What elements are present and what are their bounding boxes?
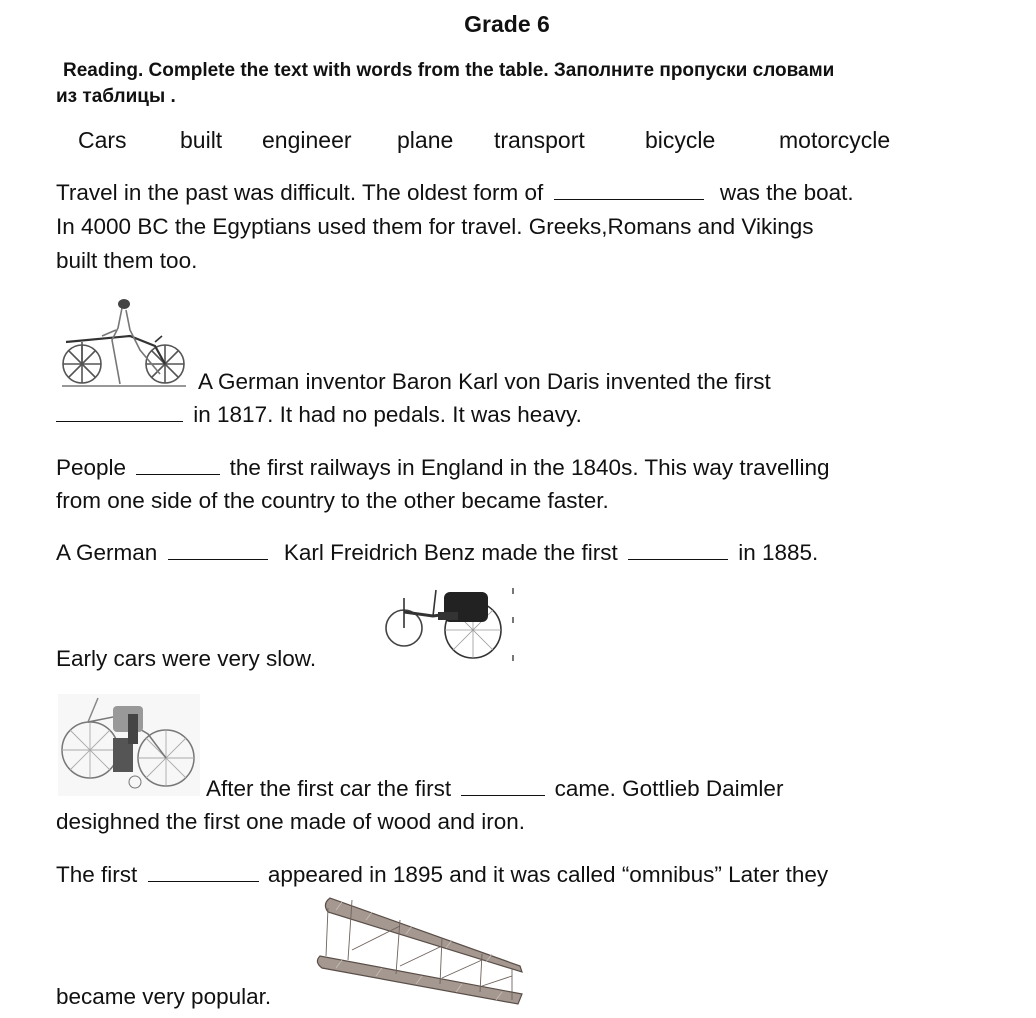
answer-blank[interactable] [136,457,220,475]
instructions-line-1: Reading. Complete the text with words from the table. Заполните пропуски словами [63,60,835,81]
paragraph-line [56,398,582,432]
text: Travel in the past was difficult. The oldest form of [56,180,544,205]
word-bank-item: plane [397,127,454,153]
answer-blank[interactable] [461,778,545,796]
answer-blank[interactable] [628,542,728,560]
paragraph-line: desighned the first one made of wood and iron. [56,809,526,834]
text: was the boat. [719,180,854,205]
paragraph-line: In 4000 BC the Egyptians used them for travel. Greeks,Romans and Vikings [56,214,814,239]
word-bank-item: bicycle [645,127,716,153]
word-bank-item: transport [494,127,585,153]
plane-image [312,890,528,1006]
paragraph-early-cars: Early cars were very slow. [56,646,317,671]
paragraph-line [56,451,829,485]
answer-blank[interactable] [168,542,268,560]
text: the first railways in England in the 1840s. This way travelling [229,455,830,480]
text: appeared in 1895 and it was called “omnibus” Later they [267,862,829,887]
motorcycle-image [58,694,200,796]
word-bank-item: built [180,127,223,153]
paragraph-line [56,176,854,210]
text: came. Gottlieb Daimler [554,776,784,801]
page-title: Grade 6 [464,11,550,37]
paragraph-line [56,858,828,892]
paragraph-line: from one side of the country to the other became faster. [56,488,609,513]
artifact-mark [512,617,514,623]
word-bank-item: engineer [262,127,352,153]
text: People [56,455,127,480]
car-image [378,578,503,660]
bicycle-image [60,296,188,390]
text: The first [56,862,138,887]
paragraph-line [206,772,783,806]
artifact-mark [512,588,514,594]
paragraph-benz [56,536,818,570]
answer-blank[interactable] [148,864,259,882]
text: in 1885. [738,540,819,565]
word-bank-item: Cars [78,127,127,153]
word-bank-item: motorcycle [779,127,891,153]
text: in 1817. It had no pedals. It was heavy. [193,402,582,427]
instructions-line-2: из таблицы . [56,86,176,107]
answer-blank[interactable] [56,404,183,422]
text: After the first car the first [206,776,452,801]
paragraph-line: built them too. [56,248,198,273]
answer-blank[interactable] [554,182,704,200]
text: A German [56,540,158,565]
text: Karl Freidrich Benz made the first [283,540,618,565]
paragraph-line: became very popular. [56,984,272,1009]
paragraph-line: A German inventor Baron Karl von Daris invented the first [198,369,771,394]
artifact-mark [512,655,514,661]
